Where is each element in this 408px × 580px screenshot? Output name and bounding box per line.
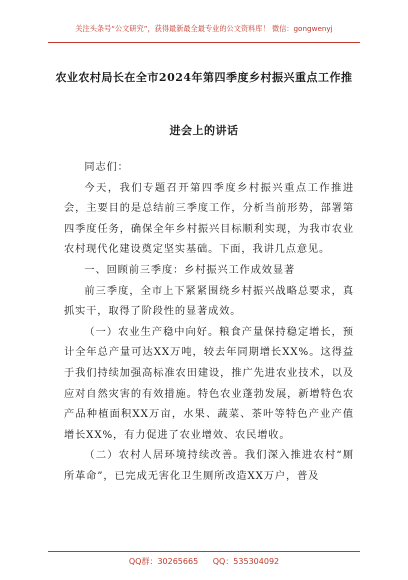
- header-banner: 关注头条号“公文研究”，获得最新最全最专业的公文资料库！ 微信：gongwenyj: [75, 24, 333, 33]
- paragraph-intro: 今天，我们专题召开第四季度乡村振兴重点工作推进会，主要目的是总结前三季度工作，分析当前形势，部署第四季度任务，确保全年乡村振兴目标顺利实现，为我市农业农村现代化建设奠定坚实基础。下面，我讲几点意见。: [64, 182, 354, 256]
- footer-qq-group: QQ群：30265665: [128, 557, 199, 566]
- footer-contact: [0, 556, 408, 567]
- document-body: [64, 158, 354, 488]
- paragraph-agriculture: （一）农业生产稳中向好。粮食产量保持稳定增长，预计全年总产量可达XX万吨，较去年同期增长XX%。这得益于我们持续加强高标准农田建设，推广先进农业技术，以及应对自然灾害的有效措施。特色农业蓬勃发展，新增特色农产品种植面积XX万亩，水果、蔬菜、茶叶等特色产业产值增长XX%，有力促进了农业增效、农民增收。: [64, 326, 354, 441]
- paragraph-overview: 前三季度，全市上下紧紧围绕乡村振兴战略总要求，真抓实干，取得了阶段性的显著成效。: [64, 285, 354, 318]
- greeting: 同志们：: [84, 162, 129, 173]
- document-title-line-2: 进会上的讲话: [169, 124, 239, 137]
- footer-qq: QQ：535304092: [212, 557, 280, 566]
- header-divider: [48, 42, 360, 43]
- paragraph-environment: （二）农村人居环境持续改善。我们深入推进农村“厕所革命”，已完成无害化卫生厕所改造XX万户，普及: [64, 450, 354, 482]
- section-heading-1: 一、回顾前三季度：乡村振兴工作成效显著: [84, 264, 296, 276]
- footer-divider: [48, 551, 360, 552]
- document-title-line-1: 农业农村局长在全市2024年第四季度乡村振兴重点工作推: [55, 71, 353, 84]
